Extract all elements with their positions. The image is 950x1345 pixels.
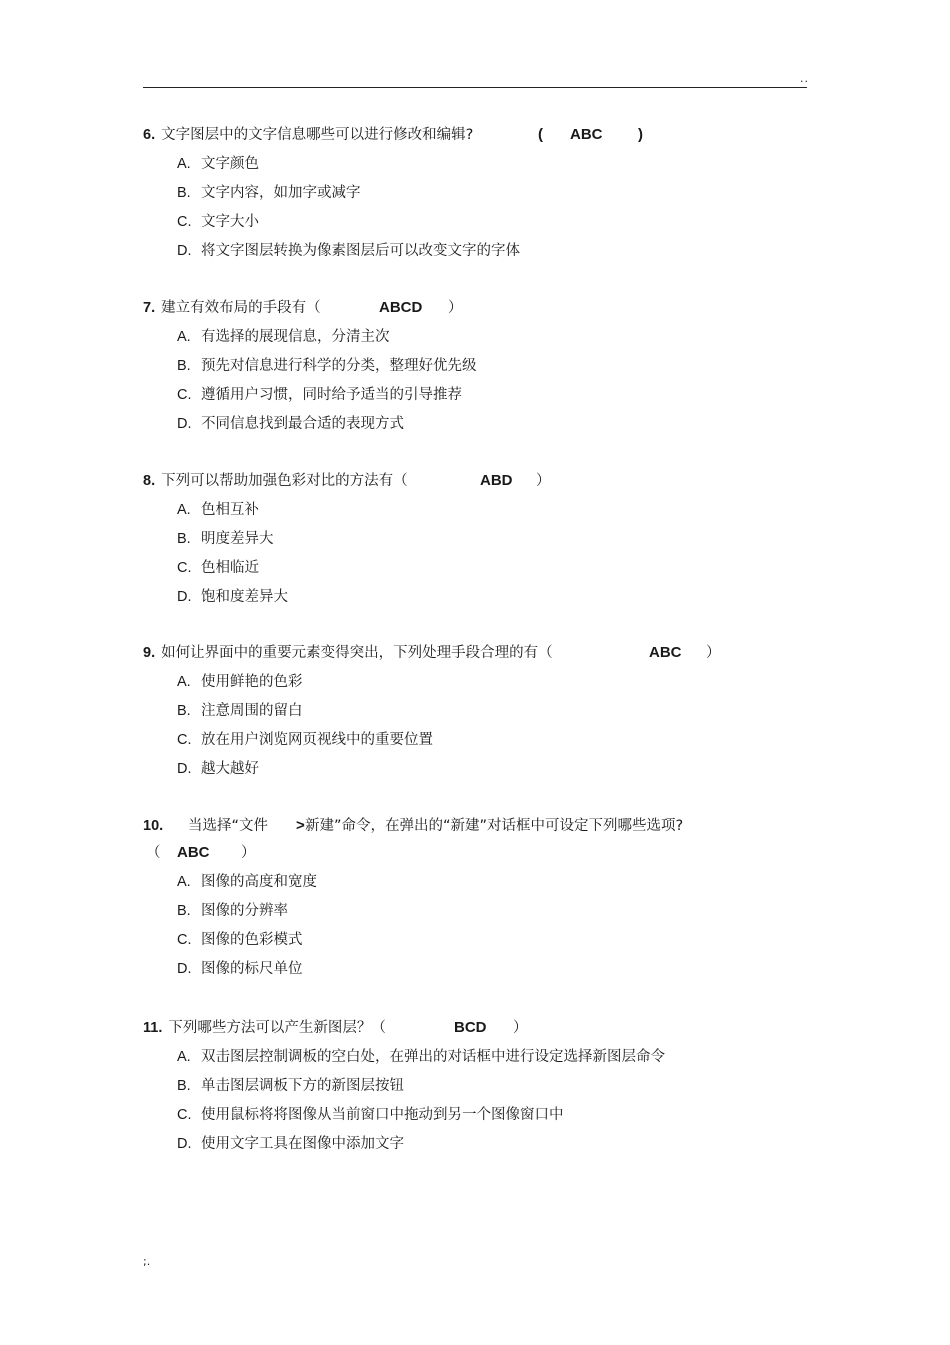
options-list xyxy=(177,153,807,269)
answer: ABC xyxy=(649,644,682,661)
question-stem xyxy=(143,124,807,146)
question-stem xyxy=(143,815,807,837)
open-paren: ( xyxy=(538,126,543,143)
option-text: 使用鲜艳的色彩 xyxy=(201,674,303,690)
option-text: 图像的色彩模式 xyxy=(201,932,303,948)
option-letter: B. xyxy=(177,903,191,919)
open-paren: （ xyxy=(146,845,161,861)
options-list xyxy=(177,1046,807,1162)
option-letter: C. xyxy=(177,932,192,948)
question-text-part3: 新建”命令，在弹出的“新建”对话框中可设定下列哪些选项? xyxy=(305,818,684,834)
option-text: 文字大小 xyxy=(201,214,259,230)
option-letter: A. xyxy=(177,156,191,172)
question-6 xyxy=(143,124,807,269)
close-paren: ) xyxy=(638,126,643,143)
option-letter: C. xyxy=(177,560,192,576)
option-text: 将文字图层转换为像素图层后可以改变文字的字体 xyxy=(201,243,520,259)
option-text: 使用文字工具在图像中添加文字 xyxy=(201,1136,404,1152)
option-c xyxy=(177,1104,807,1133)
question-number: 11. xyxy=(143,1020,163,1036)
option-letter: A. xyxy=(177,874,191,890)
close-paren: ） xyxy=(513,1020,528,1036)
option-text: 色相互补 xyxy=(201,502,259,518)
answer: BCD xyxy=(454,1019,487,1036)
option-a xyxy=(177,671,807,700)
option-letter: C. xyxy=(177,1107,192,1123)
question-text: 如何让界面中的重要元素变得突出，下列处理手段合理的有（ xyxy=(161,645,553,661)
option-c xyxy=(177,384,807,413)
option-letter: B. xyxy=(177,185,191,201)
question-number: 7. xyxy=(143,300,156,316)
question-number: 6. xyxy=(143,127,156,143)
option-text: 放在用户浏览网页视线中的重要位置 xyxy=(201,732,433,748)
question-text: 文字图层中的文字信息哪些可以进行修改和编辑? xyxy=(161,127,474,143)
option-d xyxy=(177,240,807,269)
header-rule xyxy=(143,87,807,88)
option-d xyxy=(177,1133,807,1162)
options-list xyxy=(177,671,807,787)
option-text: 越大越好 xyxy=(201,761,259,777)
option-text: 有选择的展现信息，分清主次 xyxy=(201,329,390,345)
option-text: 文字内容，如加字或减字 xyxy=(201,185,361,201)
option-b xyxy=(177,355,807,384)
footer-mark: ;. xyxy=(143,1255,151,1268)
options-list xyxy=(177,499,807,615)
option-text: 图像的高度和宽度 xyxy=(201,874,317,890)
option-text: 遵循用户习惯，同时给予适当的引导推荐 xyxy=(201,387,462,403)
option-letter: B. xyxy=(177,358,191,374)
question-8 xyxy=(143,470,807,615)
option-letter: D. xyxy=(177,416,192,432)
option-b xyxy=(177,700,807,729)
question-text-part1: 当选择“文件 xyxy=(188,818,269,834)
options-list xyxy=(177,326,807,442)
option-d xyxy=(177,586,807,615)
close-paren: ） xyxy=(448,300,463,316)
option-a xyxy=(177,326,807,355)
question-number: 9. xyxy=(143,645,156,661)
option-letter: C. xyxy=(177,387,192,403)
question-number: 10. xyxy=(143,818,164,834)
option-a xyxy=(177,499,807,528)
question-text: 建立有效布局的手段有（ xyxy=(161,300,321,316)
option-letter: B. xyxy=(177,1078,191,1094)
option-text: 注意周围的留白 xyxy=(201,703,303,719)
option-d xyxy=(177,758,807,787)
header-mark: .. xyxy=(800,72,809,85)
option-text: 图像的标尺单位 xyxy=(201,961,303,977)
option-text: 预先对信息进行科学的分类，整理好优先级 xyxy=(201,358,477,374)
close-paren: ） xyxy=(241,845,256,861)
option-letter: A. xyxy=(177,674,191,690)
option-letter: D. xyxy=(177,1136,192,1152)
question-text-part2: > xyxy=(296,817,305,834)
option-b xyxy=(177,900,807,929)
option-letter: C. xyxy=(177,214,192,230)
option-a xyxy=(177,1046,807,1075)
question-text: 下列哪些方法可以产生新图层？（ xyxy=(168,1020,386,1036)
answer: ABD xyxy=(480,472,513,489)
option-text: 色相临近 xyxy=(201,560,259,576)
answer: ABCD xyxy=(379,299,423,316)
question-number: 8. xyxy=(143,473,156,489)
option-text: 使用鼠标将将图像从当前窗口中拖动到另一个图像窗口中 xyxy=(201,1107,564,1123)
question-11 xyxy=(143,1017,807,1162)
option-letter: D. xyxy=(177,589,192,605)
option-letter: A. xyxy=(177,502,191,518)
option-b xyxy=(177,1075,807,1104)
option-letter: D. xyxy=(177,761,192,777)
option-text: 饱和度差异大 xyxy=(201,589,288,605)
question-7 xyxy=(143,297,807,442)
option-b xyxy=(177,182,807,211)
answer: ABC xyxy=(177,844,210,861)
question-answer-line xyxy=(143,842,807,864)
option-a xyxy=(177,153,807,182)
question-text: 下列可以帮助加强色彩对比的方法有（ xyxy=(161,473,408,489)
option-c xyxy=(177,557,807,586)
option-text: 图像的分辨率 xyxy=(201,903,288,919)
option-text: 单击图层调板下方的新图层按钮 xyxy=(201,1078,404,1094)
options-list xyxy=(177,871,807,987)
option-d xyxy=(177,413,807,442)
question-10 xyxy=(143,815,807,987)
option-letter: D. xyxy=(177,243,192,259)
question-stem xyxy=(143,642,807,664)
close-paren: ） xyxy=(706,645,721,661)
option-letter: D. xyxy=(177,961,192,977)
option-c xyxy=(177,729,807,758)
option-letter: B. xyxy=(177,703,191,719)
option-letter: C. xyxy=(177,732,192,748)
option-letter: B. xyxy=(177,531,191,547)
answer: ABC xyxy=(570,126,603,143)
option-text: 文字颜色 xyxy=(201,156,259,172)
question-stem xyxy=(143,470,807,492)
option-a xyxy=(177,871,807,900)
option-text: 明度差异大 xyxy=(201,531,274,547)
option-b xyxy=(177,528,807,557)
option-c xyxy=(177,211,807,240)
option-letter: A. xyxy=(177,1049,191,1065)
option-text: 不同信息找到最合适的表现方式 xyxy=(201,416,404,432)
question-stem xyxy=(143,1017,807,1039)
question-stem xyxy=(143,297,807,319)
option-text: 双击图层控制调板的空白处，在弹出的对话框中进行设定选择新图层命令 xyxy=(201,1049,665,1065)
question-9 xyxy=(143,642,807,787)
option-c xyxy=(177,929,807,958)
option-d xyxy=(177,958,807,987)
option-letter: A. xyxy=(177,329,191,345)
close-paren: ） xyxy=(536,473,551,489)
